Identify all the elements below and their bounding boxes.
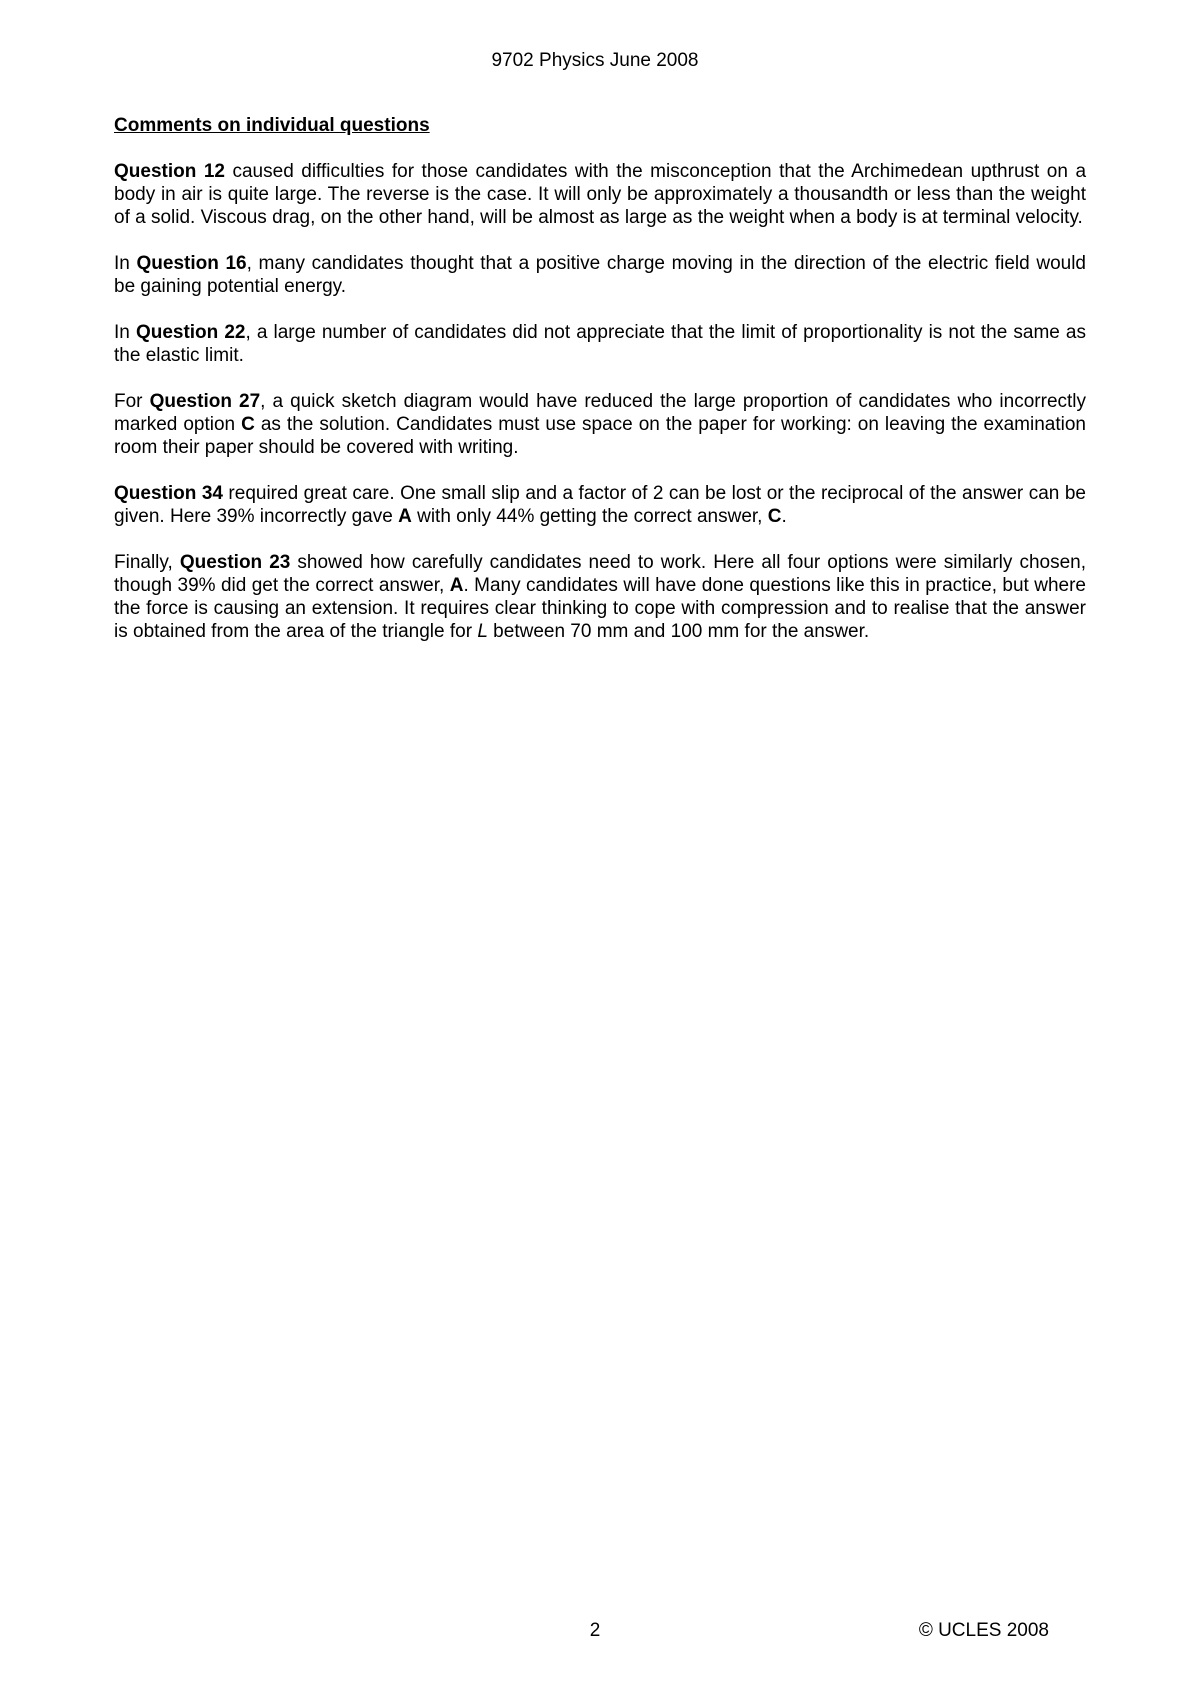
paragraph-text: Finally, bbox=[114, 552, 180, 573]
option-letter: A bbox=[398, 506, 412, 527]
paragraph-text: caused difficulties for those candidates with the misconception that the Archimedean upthrust on a body in air is quite large. The reverse is the case. It will only be approximately a thousandth or less than the weight of a solid. Viscous drag, on the other hand, will be almost as large as the weight when a body is at terminal velocity. bbox=[114, 161, 1087, 228]
question-ref: Question 34 bbox=[114, 483, 223, 504]
paragraph-text: In bbox=[114, 253, 137, 274]
paragraph-question-16 bbox=[114, 252, 1086, 298]
paragraph-text: showed how carefully candidates need to work. Here all four options were similarly chosen, though 39% did get the correct answer, bbox=[114, 552, 1086, 596]
question-ref: Question 27 bbox=[149, 391, 261, 412]
paragraph-text: with only 44% getting the correct answer, bbox=[411, 506, 768, 527]
paragraph-text: as the solution. Candidates must use space on the paper for working: on leaving the examination room their paper should be covered with writing. bbox=[114, 414, 1086, 458]
paragraph-text: , a quick sketch diagram would have reduced the large proportion of candidates who incorrectly marked option bbox=[114, 391, 1087, 435]
section-heading: Comments on individual questions bbox=[114, 115, 430, 136]
paragraph-text: , many candidates thought that a positive charge moving in the direction of the electric field would be gaining potential energy. bbox=[114, 253, 1087, 297]
option-letter: C bbox=[767, 506, 782, 527]
paragraph-question-27 bbox=[114, 390, 1086, 459]
paragraph-text: , a large number of candidates did not appreciate that the limit of proportionality is not the same as the elastic limit. bbox=[114, 322, 1086, 366]
variable-symbol: L bbox=[477, 621, 488, 642]
paragraph-text: between 70 mm and 100 mm for the answer. bbox=[487, 621, 870, 642]
paragraph-text: . bbox=[781, 506, 787, 527]
question-ref: Question 23 bbox=[179, 552, 291, 573]
page-header: 9702 Physics June 2008 bbox=[491, 50, 699, 71]
question-ref: Question 22 bbox=[135, 322, 246, 343]
paragraph-question-12 bbox=[114, 160, 1086, 229]
copyright-notice: © UCLES 2008 bbox=[918, 1620, 1049, 1641]
paragraph-question-34 bbox=[114, 482, 1086, 528]
paragraph-text: required great care. One small slip and a factor of 2 can be lost or the reciprocal of the answer can be given. Here 39% incorrectly gave bbox=[114, 483, 1086, 527]
option-letter: A bbox=[449, 575, 464, 596]
paragraph-text: . Many candidates will have done questions like this in practice, but where the force is causing an extension. It requires clear thinking to cope with compression and to realise that the answer is obtained from the area of the triangle for bbox=[114, 575, 1086, 642]
question-ref: Question 12 bbox=[114, 161, 225, 182]
option-letter: C bbox=[241, 414, 255, 435]
paragraph-text: In bbox=[114, 322, 136, 343]
page-number: 2 bbox=[589, 1620, 601, 1641]
document-body bbox=[114, 114, 1086, 666]
paragraph-text: For bbox=[114, 391, 150, 412]
paragraph-question-22 bbox=[114, 321, 1086, 367]
paragraph-question-23 bbox=[114, 551, 1086, 643]
question-ref: Question 16 bbox=[136, 253, 247, 274]
